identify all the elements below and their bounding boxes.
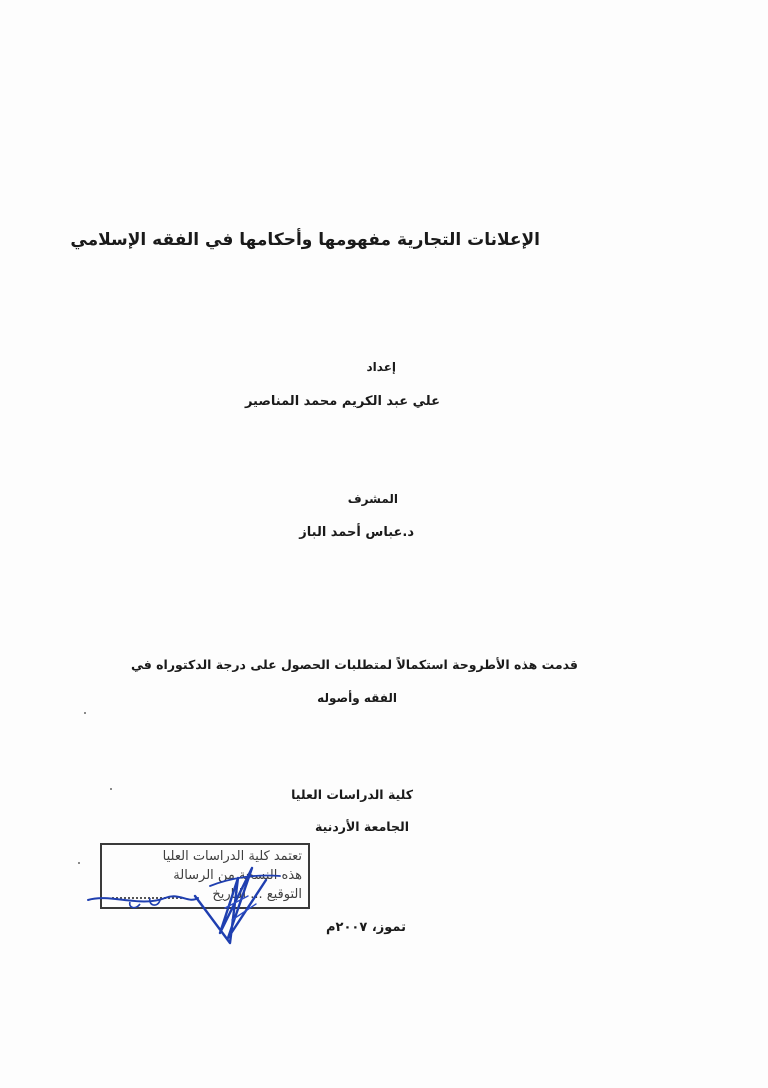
handwritten-signature	[70, 838, 330, 958]
stamp-text-line-2: هذه النسخة من الرسالة	[173, 868, 302, 883]
submission-statement-line-1: قدمت هذه الأطروحة استكمالاً لمتطلبات الحصول على درجة الدكتوراه في	[130, 657, 578, 672]
submission-date: تموز، ٢٠٠٧م	[326, 920, 406, 935]
submission-statement-line-2: الفقه وأصوله	[317, 691, 397, 705]
prepared-by-label: إعداد	[366, 360, 396, 374]
supervisor-label: المشرف	[347, 492, 398, 506]
thesis-title: الإعلانات التجارية مفهومها وأحكامها في الفقه الإسلامي	[70, 230, 540, 250]
stamp-text-line-3: التوقيع ... التاريخ	[212, 887, 302, 902]
supervisor-name: د.عباس أحمد الباز	[299, 525, 414, 540]
scan-speck	[110, 788, 112, 790]
university-name: الجامعة الأردنية	[315, 819, 409, 834]
scan-speck	[84, 712, 86, 714]
stamp-text-line-1: تعتمد كلية الدراسات العليا	[162, 849, 302, 864]
author-name: علي عبد الكريم محمد المناصير	[244, 394, 440, 409]
college-name: كلية الدراسات العليا	[291, 787, 413, 802]
